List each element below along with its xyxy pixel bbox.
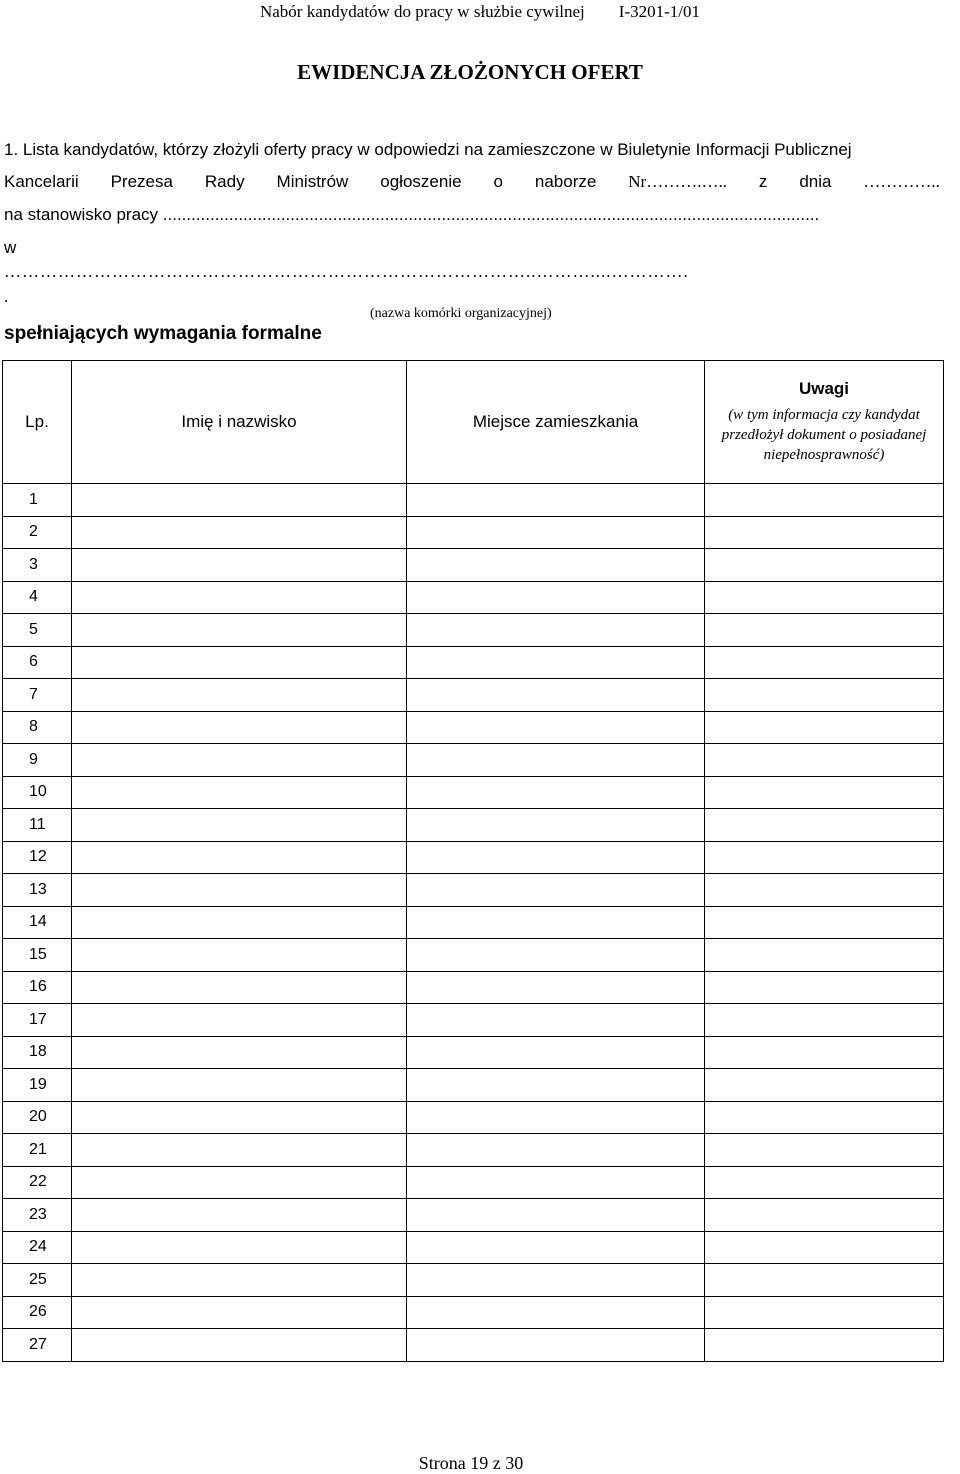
name-cell[interactable]: [72, 711, 407, 744]
row-number-cell: 8: [3, 711, 72, 744]
name-cell[interactable]: [72, 1166, 407, 1199]
row-number-cell: 5: [3, 614, 72, 647]
table-row: [3, 1004, 944, 1037]
residence-cell[interactable]: [407, 516, 705, 549]
remarks-cell[interactable]: [705, 484, 944, 517]
table-row: [3, 484, 944, 517]
table-row: [3, 874, 944, 907]
row-number-cell: 27: [3, 1329, 72, 1362]
intro-word: z: [758, 172, 768, 191]
intro-word: ogłoszenie: [380, 172, 462, 191]
table-row: [3, 906, 944, 939]
table-row: [3, 1166, 944, 1199]
name-cell[interactable]: [72, 1329, 407, 1362]
residence-cell[interactable]: [407, 744, 705, 777]
remarks-cell[interactable]: [705, 1231, 944, 1264]
unit-blank-dot: .: [4, 287, 9, 306]
name-cell[interactable]: [72, 776, 407, 809]
residence-cell[interactable]: [407, 1069, 705, 1102]
row-number-cell: 25: [3, 1264, 72, 1297]
row-number-cell: 18: [3, 1036, 72, 1069]
remarks-cell[interactable]: [705, 1329, 944, 1362]
remarks-cell[interactable]: [705, 744, 944, 777]
residence-cell[interactable]: [407, 581, 705, 614]
row-number-cell: 6: [3, 646, 72, 679]
remarks-title: Uwagi: [798, 379, 850, 398]
intro-word: Prezesa: [110, 172, 173, 191]
table-row: [3, 646, 944, 679]
row-number-cell: 15: [3, 939, 72, 972]
row-number-cell: 13: [3, 874, 72, 907]
residence-cell[interactable]: [407, 549, 705, 582]
table-row: [3, 1264, 944, 1297]
document-title: EWIDENCJA ZŁOŻONYCH OFERT: [297, 60, 643, 84]
residence-cell[interactable]: [407, 971, 705, 1004]
remarks-cell[interactable]: [705, 549, 944, 582]
name-cell[interactable]: [72, 614, 407, 647]
table-row: [3, 516, 944, 549]
page-header: [0, 2, 960, 22]
column-header-name: Imię i nazwisko: [72, 361, 407, 484]
residence-cell[interactable]: [407, 1036, 705, 1069]
row-number-cell: 9: [3, 744, 72, 777]
table-row: [3, 809, 944, 842]
column-header-lp: Lp.: [3, 361, 72, 484]
residence-cell[interactable]: [407, 1231, 705, 1264]
residence-cell[interactable]: [407, 1329, 705, 1362]
offer-number-blank: Nr……….…..: [628, 172, 727, 191]
table-row: [3, 1134, 944, 1167]
remarks-cell[interactable]: [705, 679, 944, 712]
name-cell[interactable]: [72, 1231, 407, 1264]
residence-cell[interactable]: [407, 1296, 705, 1329]
name-cell[interactable]: [72, 1069, 407, 1102]
residence-cell[interactable]: [407, 1101, 705, 1134]
remarks-cell[interactable]: [705, 1166, 944, 1199]
column-header-residence: Miejsce zamieszkania: [407, 361, 705, 484]
remarks-cell[interactable]: [705, 1036, 944, 1069]
row-number-cell: 3: [3, 549, 72, 582]
residence-cell[interactable]: [407, 484, 705, 517]
remarks-cell[interactable]: [705, 841, 944, 874]
remarks-note: (w tym informacja czy kandydat przedłożył dokument o posiadanej niepełnosprawność): [721, 407, 927, 463]
offer-date-blank: …………..: [863, 172, 940, 191]
intro-word: Ministrów: [276, 172, 349, 191]
intro-word: Kancelarii: [4, 172, 79, 191]
residence-cell[interactable]: [407, 1004, 705, 1037]
remarks-cell[interactable]: [705, 1101, 944, 1134]
row-number-cell: 17: [3, 1004, 72, 1037]
residence-cell[interactable]: [407, 1134, 705, 1167]
name-cell[interactable]: [72, 484, 407, 517]
name-cell[interactable]: [72, 744, 407, 777]
remarks-cell[interactable]: [705, 874, 944, 907]
name-cell[interactable]: [72, 1004, 407, 1037]
name-cell[interactable]: [72, 809, 407, 842]
row-number-cell: 7: [3, 679, 72, 712]
remarks-cell[interactable]: [705, 1069, 944, 1102]
row-number-cell: 16: [3, 971, 72, 1004]
intro-line-2: [4, 172, 940, 192]
name-cell[interactable]: [72, 1296, 407, 1329]
table-row: [3, 711, 944, 744]
name-cell[interactable]: [72, 874, 407, 907]
intro-word: naborze: [534, 172, 597, 191]
row-number-cell: 4: [3, 581, 72, 614]
subtitle: spełniających wymagania formalne: [4, 323, 322, 344]
intro-word: dnia: [799, 172, 832, 191]
residence-cell[interactable]: [407, 874, 705, 907]
name-cell[interactable]: [72, 1264, 407, 1297]
row-number-cell: 1: [3, 484, 72, 517]
residence-cell[interactable]: [407, 711, 705, 744]
name-cell[interactable]: [72, 646, 407, 679]
residence-cell[interactable]: [407, 776, 705, 809]
table-row: [3, 1101, 944, 1134]
remarks-cell[interactable]: [705, 646, 944, 679]
remarks-cell[interactable]: [705, 939, 944, 972]
residence-cell[interactable]: [407, 1264, 705, 1297]
intro-word: o: [493, 172, 503, 191]
row-number-cell: 26: [3, 1296, 72, 1329]
remarks-cell[interactable]: [705, 906, 944, 939]
header-title: Nabór kandydatów do pracy w służbie cywilnej: [259, 2, 585, 21]
table-row: [3, 1069, 944, 1102]
row-number-cell: 23: [3, 1199, 72, 1232]
table-row: [3, 744, 944, 777]
table-row: [3, 549, 944, 582]
table-row: [3, 1231, 944, 1264]
residence-cell[interactable]: [407, 1166, 705, 1199]
remarks-cell[interactable]: [705, 1134, 944, 1167]
header-doc-code: I-3201-1/01: [618, 2, 700, 21]
offers-table: [2, 360, 944, 1362]
remarks-cell[interactable]: [705, 809, 944, 842]
name-cell[interactable]: [72, 516, 407, 549]
residence-cell[interactable]: [407, 614, 705, 647]
residence-cell[interactable]: [407, 809, 705, 842]
remarks-cell[interactable]: [705, 516, 944, 549]
row-number-cell: 10: [3, 776, 72, 809]
intro-line-1: 1. Lista kandydatów, którzy złożyli oferty pracy w odpowiedzi na zamieszczone w Biuletynie Informacji Publicznej: [4, 140, 852, 159]
name-cell[interactable]: [72, 549, 407, 582]
row-number-cell: 21: [3, 1134, 72, 1167]
intro-word: Rady: [204, 172, 245, 191]
remarks-cell[interactable]: [705, 1264, 944, 1297]
name-cell[interactable]: [72, 939, 407, 972]
residence-cell[interactable]: [407, 906, 705, 939]
row-number-cell: 24: [3, 1231, 72, 1264]
page-number: Strona 19 z 30: [418, 1453, 524, 1473]
table-header-row: [3, 361, 944, 484]
row-number-cell: 22: [3, 1166, 72, 1199]
remarks-cell[interactable]: [705, 1004, 944, 1037]
name-cell[interactable]: [72, 841, 407, 874]
row-number-cell: 19: [3, 1069, 72, 1102]
table-row: [3, 776, 944, 809]
unit-blank-line: ……………………………………………………………………………..………....………….: [4, 262, 689, 281]
name-cell[interactable]: [72, 1134, 407, 1167]
table-row: [3, 1199, 944, 1232]
row-number-cell: 20: [3, 1101, 72, 1134]
residence-cell[interactable]: [407, 1199, 705, 1232]
residence-cell[interactable]: [407, 841, 705, 874]
name-cell[interactable]: [72, 1036, 407, 1069]
table-row: [3, 679, 944, 712]
remarks-cell[interactable]: [705, 581, 944, 614]
table-row: [3, 939, 944, 972]
name-cell[interactable]: [72, 971, 407, 1004]
remarks-cell[interactable]: [705, 1296, 944, 1329]
table-row: [3, 581, 944, 614]
residence-cell[interactable]: [407, 939, 705, 972]
name-cell[interactable]: [72, 581, 407, 614]
table-row: [3, 1296, 944, 1329]
unit-caption: (nazwa komórki organizacyjnej): [370, 306, 552, 321]
name-cell[interactable]: [72, 1101, 407, 1134]
table-row: [3, 1036, 944, 1069]
residence-cell[interactable]: [407, 679, 705, 712]
table-row: [3, 614, 944, 647]
column-header-remarks: [705, 361, 944, 484]
remarks-cell[interactable]: [705, 711, 944, 744]
name-cell[interactable]: [72, 1199, 407, 1232]
position-line: na stanowisko pracy ...........................................................................................................................................: [4, 205, 820, 224]
name-cell[interactable]: [72, 906, 407, 939]
row-number-cell: 2: [3, 516, 72, 549]
remarks-cell[interactable]: [705, 776, 944, 809]
remarks-cell[interactable]: [705, 971, 944, 1004]
row-number-cell: 14: [3, 906, 72, 939]
row-number-cell: 12: [3, 841, 72, 874]
table-row: [3, 1329, 944, 1362]
name-cell[interactable]: [72, 679, 407, 712]
remarks-cell[interactable]: [705, 614, 944, 647]
residence-cell[interactable]: [407, 646, 705, 679]
remarks-cell[interactable]: [705, 1199, 944, 1232]
unit-prefix: w: [4, 238, 17, 257]
table-row: [3, 971, 944, 1004]
row-number-cell: 11: [3, 809, 72, 842]
table-row: [3, 841, 944, 874]
